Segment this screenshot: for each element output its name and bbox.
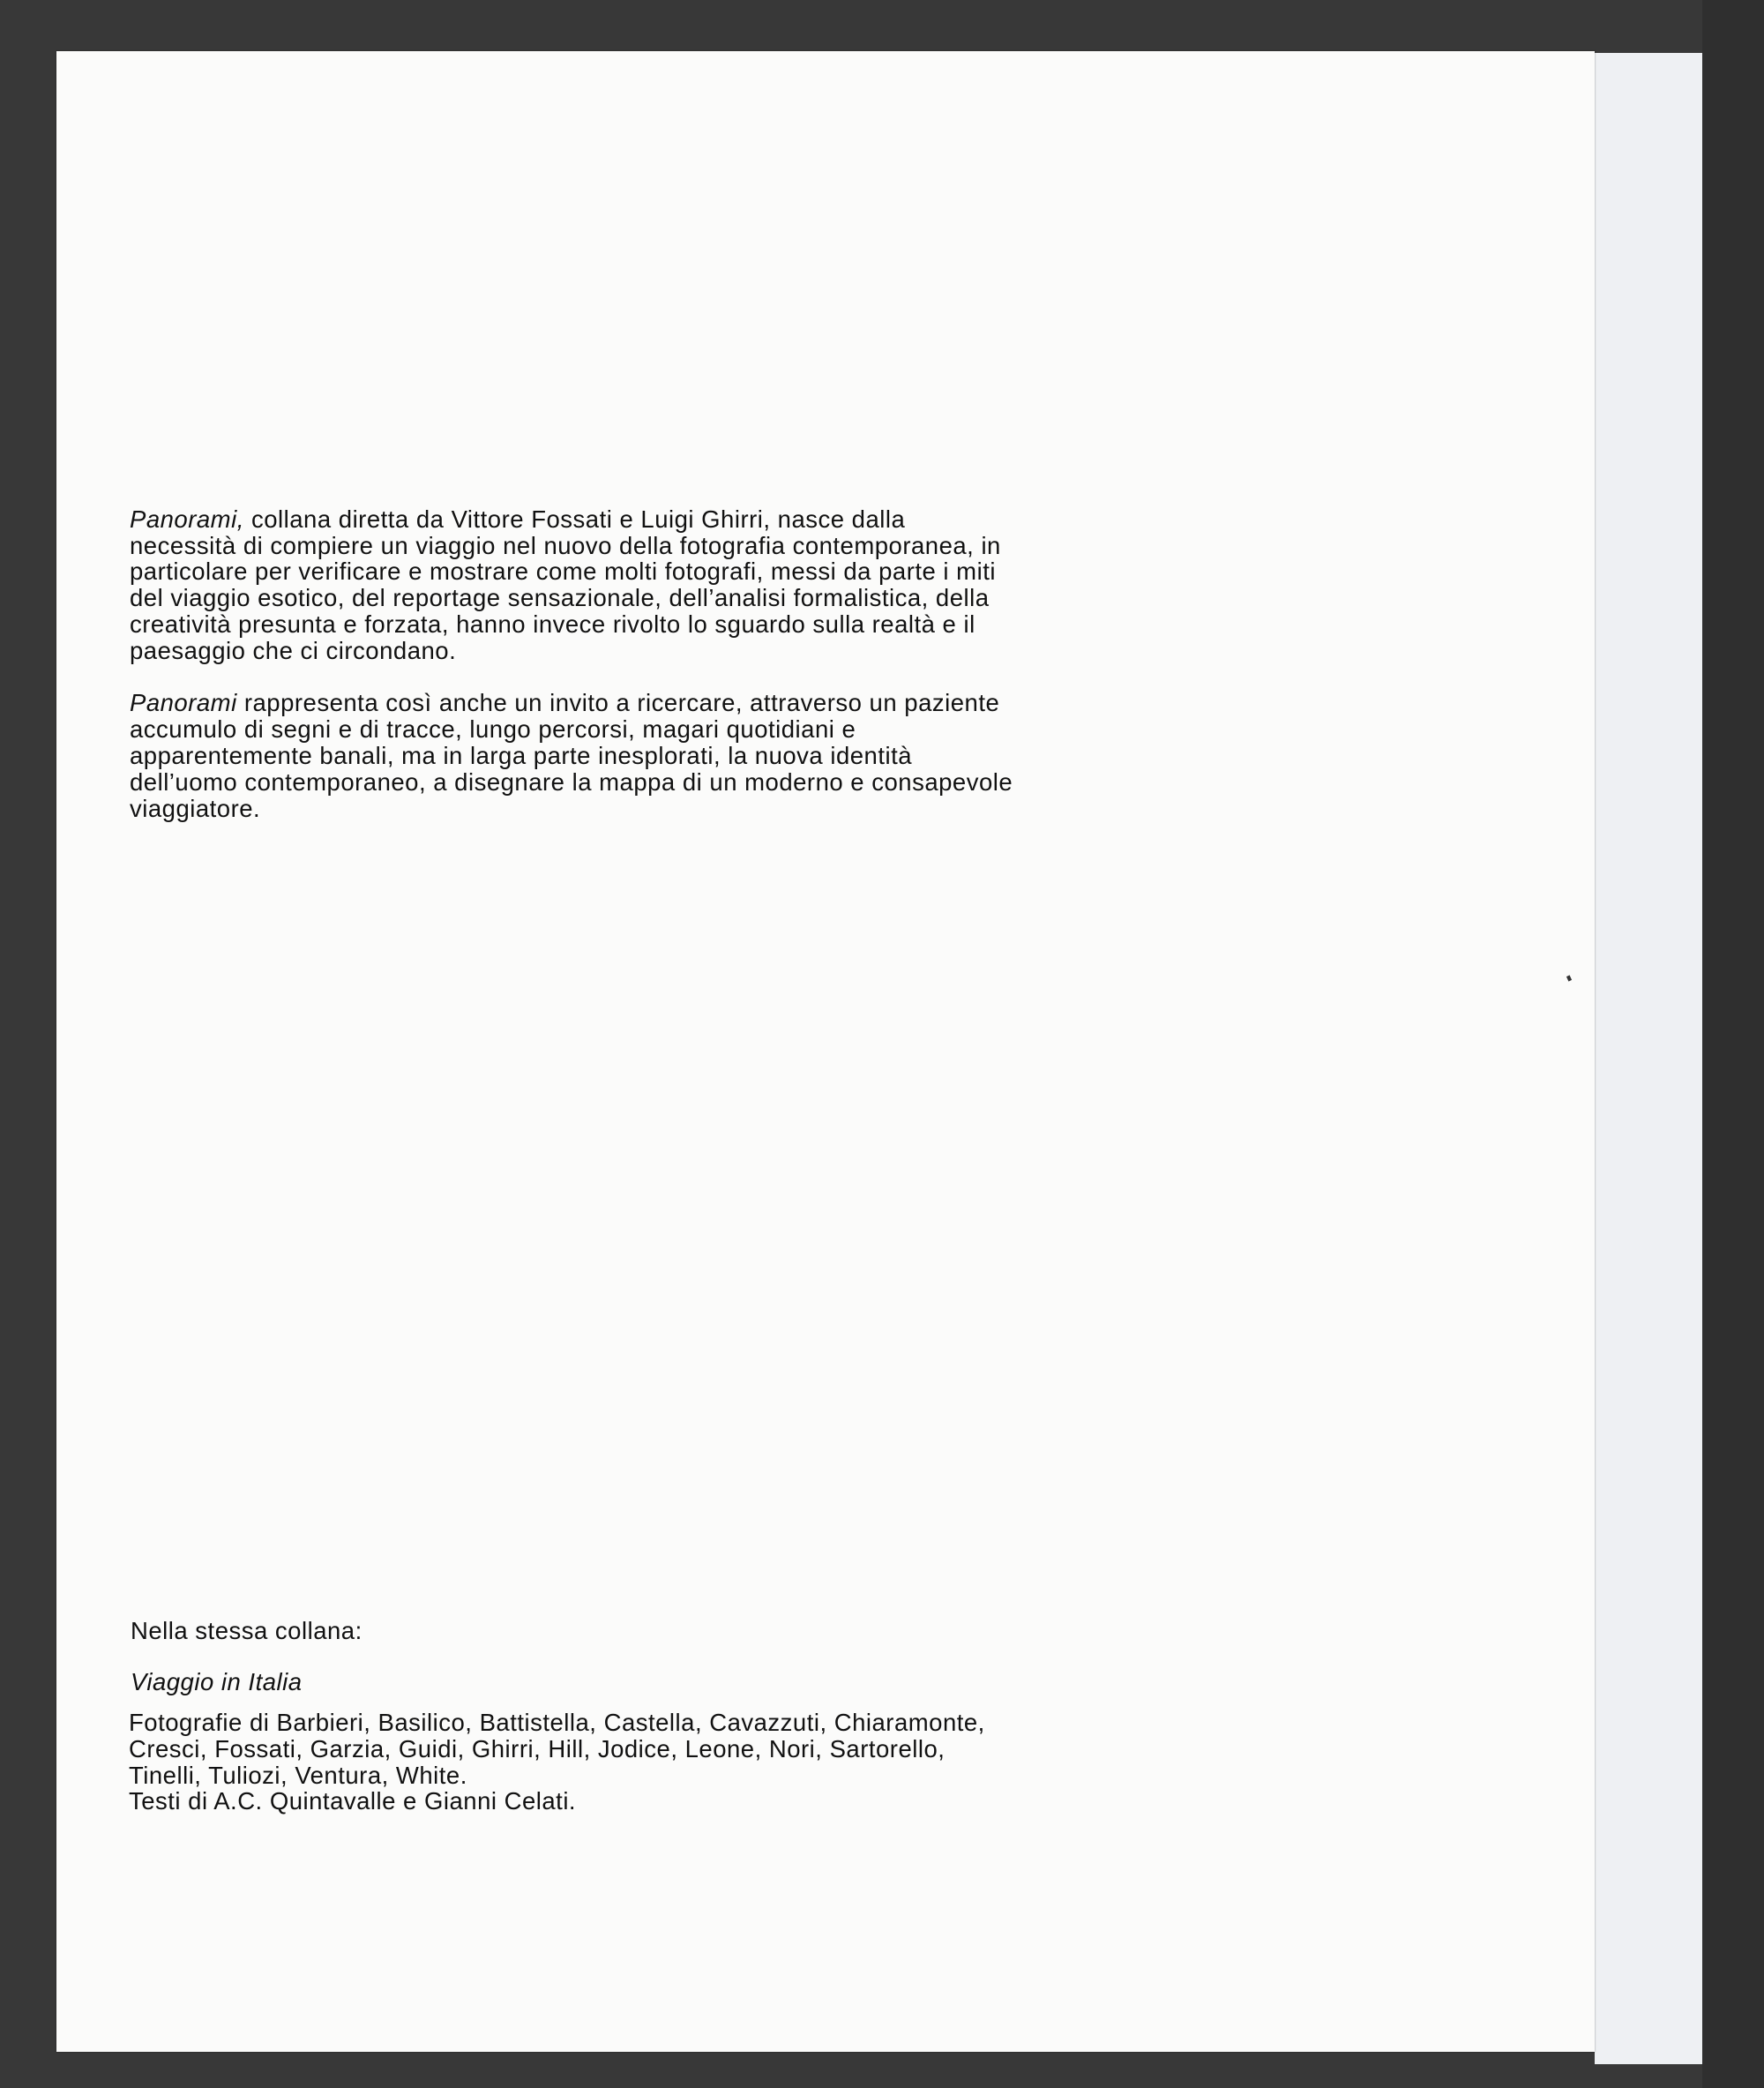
series-name-italic: Panorami: [130, 689, 237, 717]
series-description: [130, 480, 1153, 848]
intro-paragraph-2-text: rappresenta così anche un invito a ricercare, attraverso un paziente accumulo di segni e di tracce, lungo percorsi, magari quotidiani e apparentemente banali, ma in larga parte inesplorati, la nuova identità dell’uomo contemporaneo, a disegnare la mappa di un moderno e consapevole viaggiatore.: [130, 689, 1013, 822]
same-series-heading: Nella stessa collana:: [131, 1617, 363, 1644]
book-page: [56, 51, 1595, 2052]
intro-paragraph-1: [130, 506, 1153, 664]
book-credits: Fotografie di Barbieri, Basilico, Battistella, Castella, Cavazzuti, Chiaramonte, Cresci, Fossati, Garzia, Guidi, Ghirri, Hill, Jodice, Leone, Nori, Sartorello, Tinelli, Tuliozi, Ventura, White. Testi di A.C. Quintavalle e Gianni Celati.: [129, 1709, 985, 1815]
series-name-italic: Panorami,: [130, 505, 244, 533]
intro-paragraph-1-text: collana diretta da Vittore Fossati e Luigi Ghirri, nasce dalla necessità di compiere un viaggio nel nuovo della fotografia contemporanea, in particolare per verificare e mostrare come molti fotografi, messi da parte i miti del viaggio esotico, del reportage sensazionale, dell’analisi formalistica, della creatività presunta e forzata, hanno invece rivolto lo sguardo sulla realtà e il paesaggio che ci circondano.: [130, 505, 1001, 664]
dust-speck: [1566, 975, 1572, 981]
scan-border: [1702, 0, 1764, 2088]
book-title: Viaggio in Italia: [131, 1668, 303, 1695]
intro-paragraph-2: [130, 690, 1153, 821]
